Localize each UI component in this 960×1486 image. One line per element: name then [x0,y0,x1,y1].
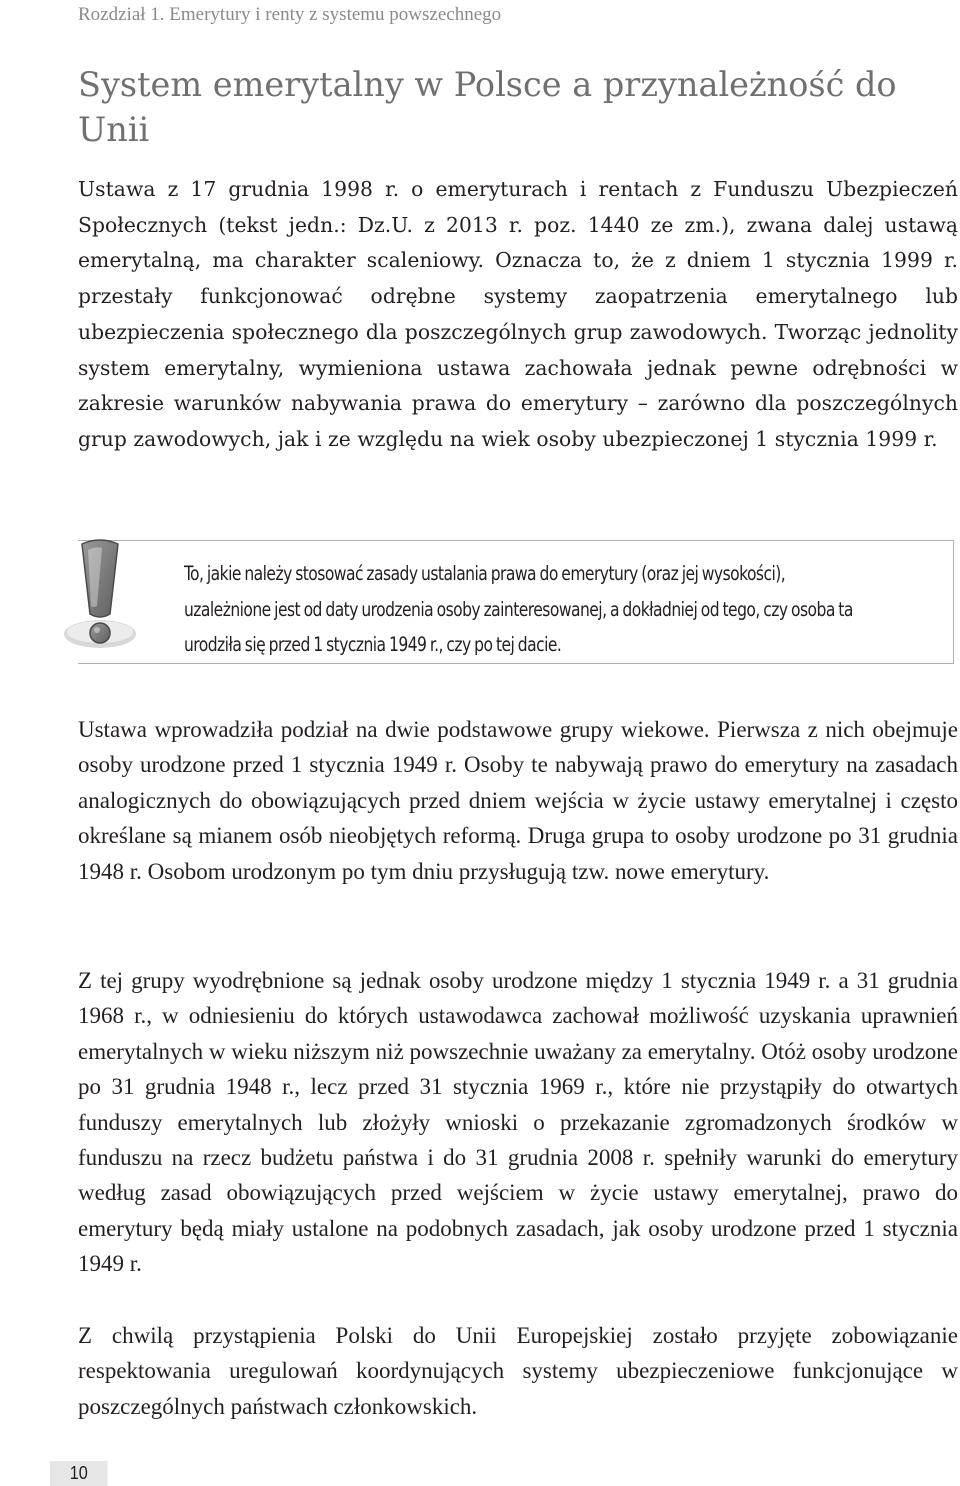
notice-text: To, jakie należy stosować zasady ustalania prawa do emerytury (oraz jej wysokości), uzależnione jest od daty urodzenia osoby zainteresowanej, a dokładniej od tego, czy osoba ta urodziła się przed 1 stycznia 1949 r., czy po tej dacie. [184,562,853,656]
paragraph-1949-1968: Z tej grupy wyodrębnione są jednak osoby urodzone między 1 stycznia 1949 r. a 31 grudnia 1968 r., w odniesieniu do których ustawodawca zachował możliwość uzyskania uprawnień emerytalnych w wieku niższym niż powszechnie uważany za emerytalny. Otóż osoby urodzone po 31 grudnia 1948 r., lecz przed 31 stycznia 1969 r., które nie przystąpiły do otwartych funduszy emerytalnych lub złożyły wnioski o przekazanie zgromadzonych środków w funduszu na rzecz budżetu państwa i do 31 grudnia 2008 r. spełniły warunki do emerytury według zasad obowiązujących przed wejściem w życie ustawy emerytalnej, prawo do emerytury będą miały ustalone na podobnych zasadach, jak osoby urodzone przed 1 stycznia 1949 r. [78,968,958,1277]
page-number: 10 [50,1461,108,1486]
running-head: Rozdział 1. Emerytury i renty z systemu powszechnego [78,4,502,25]
paragraph-intro: Ustawa z 17 grudnia 1998 r. o emeryturach i rentach z Funduszu Ubezpieczeń Społecznych (tekst jedn.: Dz.U. z 2013 r. poz. 1440 ze zm.), zwana dalej ustawą emerytalną, ma charakter scaleniowy. Oznacza to, że z dniem 1 stycznia 1999 r. przestały funkcjonować odrębne systemy zaopatrzenia emerytalnego lub ubezpieczenia społecznego dla poszczególnych grup zawodowych. Tworząc jednolity system emerytalny, wymieniona ustawa zachowała jednak pewne odrębności w zakresie warunków nabywania prawa do emerytury – zarówno dla poszczególnych grup zawodowych, jak i ze względu na wiek osoby ubezpieczonej 1 stycznia 1999 r. [78,177,958,451]
section-title: System emerytalny w Polsce a przynależność do Unii [78,65,897,149]
exclamation-icon [60,536,140,664]
paragraph-age-groups: Ustawa wprowadziła podział na dwie podstawowe grupy wiekowe. Pierwsza z nich obejmuje osoby urodzone przed 1 stycznia 1949 r. Osoby te nabywają prawo do emerytury na zasadach analogicznych do obowiązujących przed dniem wejścia w życie ustawy emerytalnej i często określane są mianem osób nieobjętych reformą. Druga grupa to osoby urodzone po 31 grudnia 1948 r. Osobom urodzonym po tym dniu przysługują tzw. nowe emerytury. [78,717,958,884]
paragraph-eu: Z chwilą przystąpienia Polski do Unii Europejskiej zostało przyjęte zobowiązanie respektowania uregulowań koordynujących systemy ubezpieczeniowe funkcjonujące w poszczególnych państwach członkowskich. [78,1323,958,1419]
